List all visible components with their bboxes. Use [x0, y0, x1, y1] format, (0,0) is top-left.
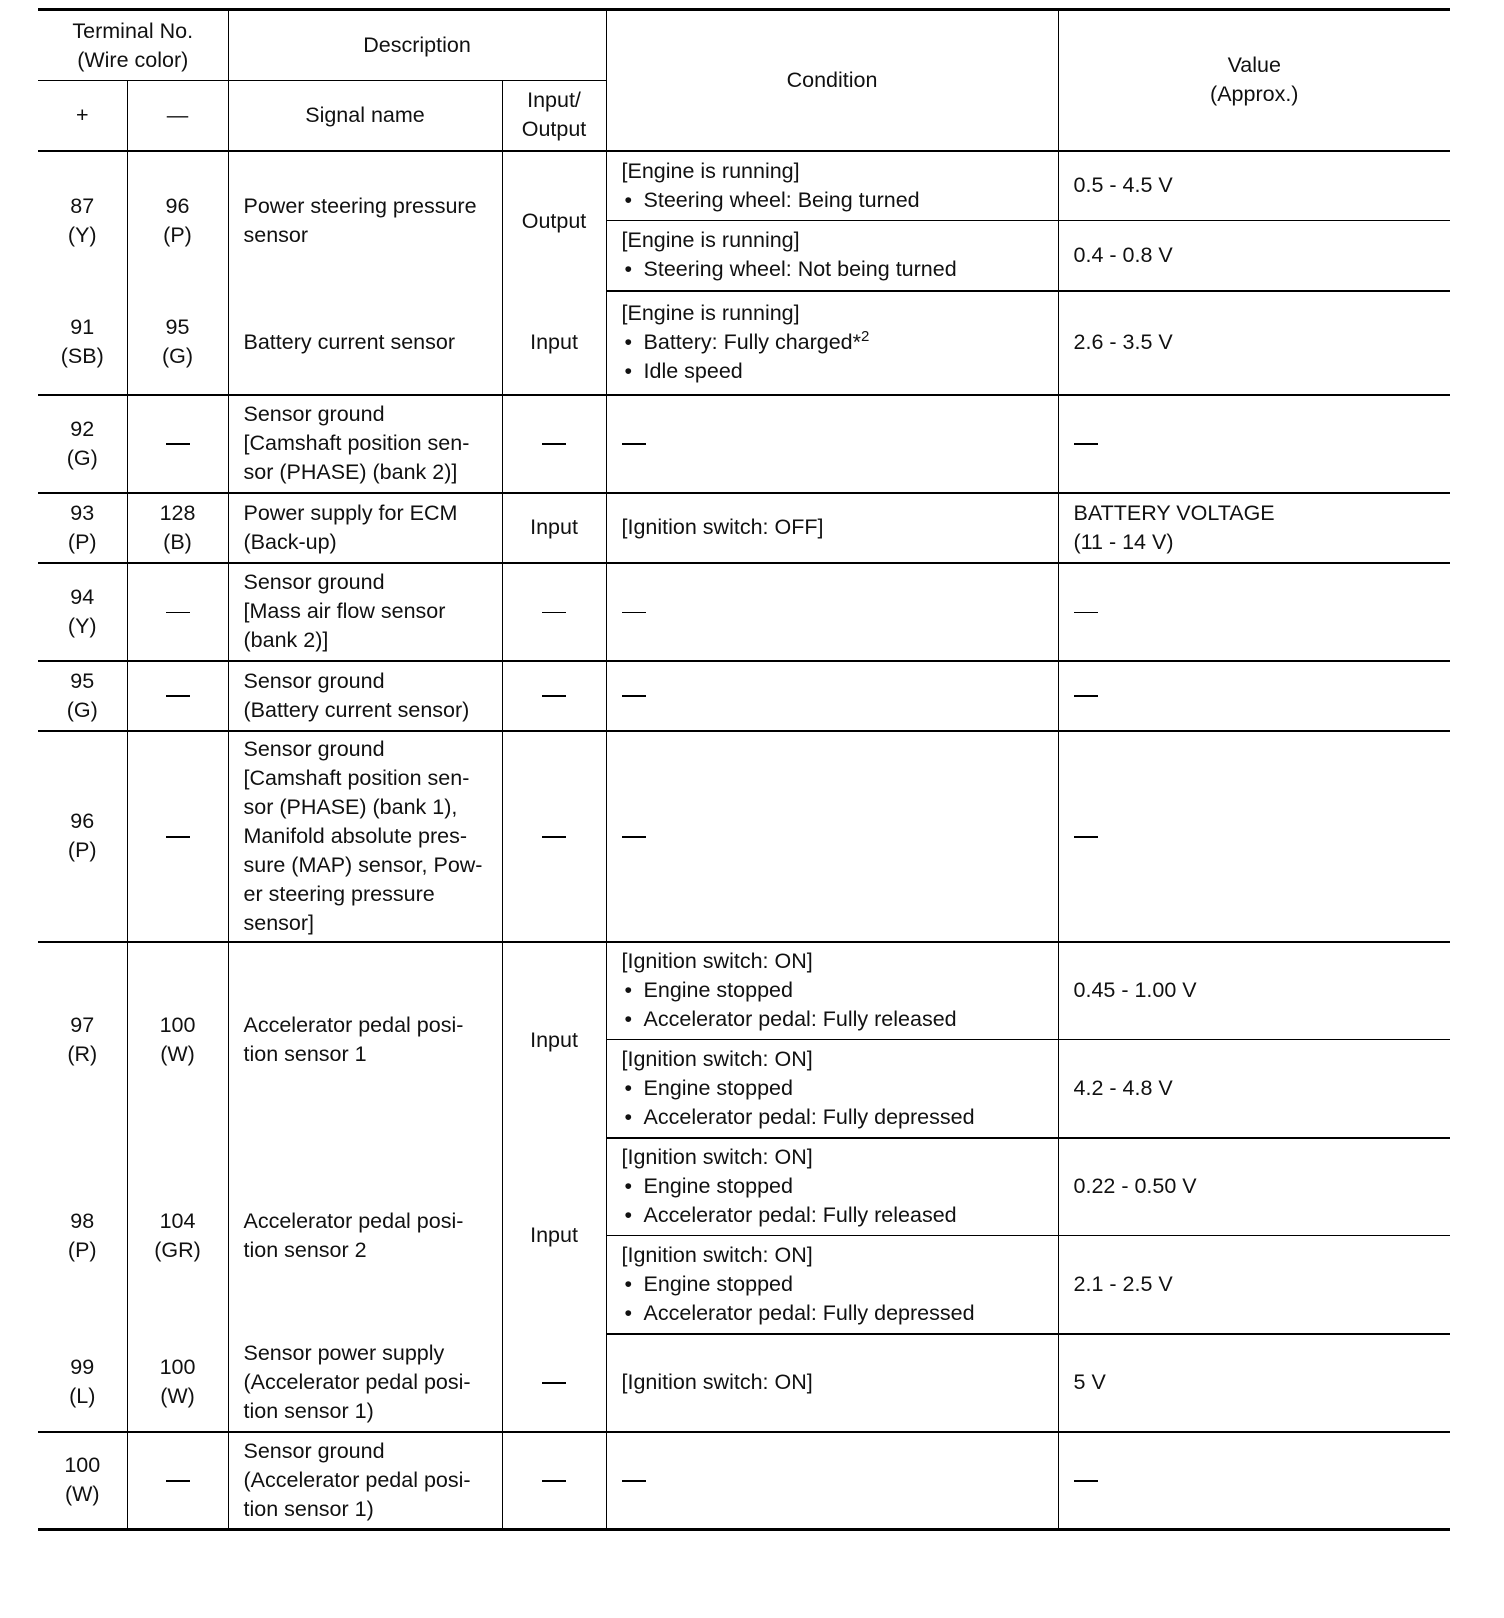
signal-name-cell — [228, 942, 502, 1138]
plus-terminal-number: 95 — [70, 668, 95, 693]
minus-terminal-cell — [127, 731, 228, 942]
signal-name-line: Power supply for ECM — [243, 500, 458, 525]
condition-cell — [606, 661, 1058, 731]
signal-name-cell — [228, 1138, 502, 1334]
condition-state: [Ignition switch: OFF] — [621, 515, 824, 539]
minus-terminal-cell — [127, 1138, 228, 1334]
condition-bullet-item: • Engine stopped — [622, 976, 1058, 1005]
minus-terminal-dash — [166, 695, 190, 697]
input-output-value: Input — [530, 1223, 578, 1247]
condition-state: [Engine is running] — [621, 228, 800, 253]
approx-label: (Approx.) — [1210, 82, 1299, 107]
value-cell — [1058, 1432, 1450, 1530]
plus-wire-color: (P) — [67, 529, 97, 554]
input-output-dash — [542, 612, 566, 614]
condition-state: [Engine is running] — [621, 158, 800, 183]
condition-cell — [606, 1138, 1058, 1236]
plus-terminal-number: 91 — [70, 315, 95, 339]
plus-wire-color: (SB) — [60, 344, 104, 368]
signal-name-cell — [228, 395, 502, 493]
condition-bullet-item: • Engine stopped — [622, 1172, 1058, 1201]
input-output-cell — [502, 1138, 606, 1334]
condition-dash — [622, 443, 646, 445]
value-cell — [1058, 731, 1450, 942]
minus-wire-color: (W) — [160, 1384, 195, 1408]
plus-terminal-header: + — [38, 81, 127, 151]
signal-name-line: [Camshaft position sen- — [243, 765, 470, 790]
condition-bullet-item: • Engine stopped — [622, 1074, 1058, 1103]
table-row — [38, 1138, 1450, 1236]
value-text: 0.4 - 0.8 V — [1073, 242, 1173, 267]
signal-name-line: Sensor ground — [243, 570, 385, 594]
value-cell — [1058, 221, 1450, 291]
minus-terminal-cell — [127, 1334, 228, 1432]
condition-bullet-item: • Accelerator pedal: Fully depressed — [622, 1103, 1058, 1132]
value-header — [1058, 10, 1450, 151]
plus-wire-color: (G) — [66, 445, 98, 470]
condition-dash — [622, 612, 646, 614]
minus-wire-color: (B) — [163, 529, 192, 554]
signal-name-line: sure (MAP) sensor, Pow- — [243, 852, 483, 877]
condition-cell — [606, 1432, 1058, 1530]
signal-name-line: Power steering pressure — [243, 194, 477, 218]
signal-name-cell — [228, 661, 502, 731]
minus-terminal-cell — [127, 493, 228, 563]
plus-terminal-cell — [38, 563, 127, 661]
value-text: 0.45 - 1.00 V — [1073, 978, 1197, 1003]
minus-terminal-dash — [166, 836, 190, 838]
minus-terminal-dash — [166, 612, 190, 614]
signal-name-line: tion sensor 1 — [243, 1042, 367, 1066]
value-text: BATTERY VOLTAGE — [1073, 500, 1275, 525]
signal-name-line: sor (PHASE) (bank 1), — [243, 794, 458, 819]
footnote-marker: 2 — [861, 327, 870, 345]
condition-cell — [606, 493, 1058, 563]
signal-name-line: (bank 2)] — [243, 628, 329, 652]
value-dash — [1074, 836, 1098, 838]
condition-state: [Ignition switch: ON] — [621, 1145, 813, 1170]
input-output-cell — [502, 151, 606, 291]
plus-terminal-cell — [38, 731, 127, 942]
input-output-cell — [502, 731, 606, 942]
terminal-no-label: Terminal No. — [72, 18, 194, 43]
value-dash — [1074, 443, 1098, 445]
value-cell — [1058, 1138, 1450, 1236]
signal-name-line: Sensor ground — [243, 668, 385, 693]
condition-cell — [606, 291, 1058, 395]
minus-terminal-cell — [127, 942, 228, 1138]
plus-terminal-cell — [38, 661, 127, 731]
signal-name-line: Accelerator pedal posi- — [243, 1208, 464, 1233]
minus-terminal-number: 100 — [159, 1013, 196, 1037]
signal-name-line: (Accelerator pedal posi- — [243, 1467, 471, 1492]
condition-bullet-item: • Steering wheel: Being turned — [622, 186, 1058, 215]
table-row — [38, 661, 1450, 731]
minus-terminal-dash — [166, 443, 190, 445]
condition-bullet-item: • Idle speed — [622, 357, 1058, 386]
value-cell — [1058, 1040, 1450, 1138]
signal-name-line: Accelerator pedal posi- — [243, 1013, 464, 1037]
value-text: 0.5 - 4.5 V — [1073, 173, 1173, 198]
condition-cell — [606, 151, 1058, 221]
input-output-cell — [502, 493, 606, 563]
signal-name-cell — [228, 1432, 502, 1530]
plus-terminal-number: 98 — [70, 1208, 95, 1233]
signal-name-line: sensor — [243, 223, 309, 247]
table-row — [38, 731, 1450, 942]
wire-color-label: (Wire color) — [77, 47, 189, 72]
minus-wire-color: (P) — [163, 223, 192, 247]
minus-terminal-dash — [166, 1480, 190, 1482]
condition-bullet-item: • Accelerator pedal: Fully depressed — [622, 1299, 1058, 1328]
plus-terminal-cell — [38, 1334, 127, 1432]
condition-bullet-item: • Battery: Fully charged*$^2$ — [622, 328, 1058, 357]
minus-terminal-cell — [127, 563, 228, 661]
signal-name-line: tion sensor 2 — [243, 1237, 367, 1262]
minus-terminal-number: 100 — [159, 1355, 196, 1379]
signal-name-line: Battery current sensor — [243, 329, 456, 354]
input-output-value: Input — [530, 515, 578, 539]
table-row — [38, 291, 1450, 395]
signal-name-cell — [228, 731, 502, 942]
signal-name-line: tion sensor 1) — [243, 1496, 374, 1521]
condition-bullet-item: • Steering wheel: Not being turned — [622, 255, 1058, 284]
input-output-cell — [502, 661, 606, 731]
signal-name-cell — [228, 493, 502, 563]
condition-cell — [606, 1334, 1058, 1432]
input-output-dash — [542, 443, 566, 445]
condition-cell — [606, 731, 1058, 942]
signal-name-cell — [228, 1334, 502, 1432]
minus-terminal-header: — — [127, 81, 228, 151]
plus-terminal-cell — [38, 1138, 127, 1334]
plus-wire-color: (Y) — [67, 223, 97, 247]
plus-terminal-number: 92 — [70, 416, 95, 441]
minus-terminal-number: 95 — [165, 315, 190, 339]
plus-terminal-cell — [38, 151, 127, 291]
signal-name-line: sor (PHASE) (bank 2)] — [243, 460, 458, 484]
input-output-dash — [542, 1480, 566, 1482]
plus-terminal-cell — [38, 942, 127, 1138]
condition-state: [Ignition switch: ON] — [621, 1370, 813, 1394]
plus-terminal-cell — [38, 395, 127, 493]
plus-wire-color: (Y) — [67, 613, 97, 638]
minus-terminal-number: 96 — [165, 194, 190, 218]
plus-terminal-number: 99 — [70, 1355, 95, 1379]
signal-name-cell — [228, 563, 502, 661]
condition-bullet-item: • Accelerator pedal: Fully released — [622, 1005, 1058, 1034]
condition-dash — [622, 1480, 646, 1482]
value-dash — [1074, 695, 1098, 697]
table-row — [38, 942, 1450, 1040]
minus-terminal-cell — [127, 395, 228, 493]
condition-state: [Ignition switch: ON] — [621, 1242, 813, 1267]
condition-cell — [606, 563, 1058, 661]
value-label: Value — [1227, 53, 1281, 78]
condition-dash — [622, 695, 646, 697]
input-output-cell — [502, 395, 606, 493]
minus-wire-color: (G) — [161, 344, 194, 368]
signal-name-line: [Camshaft position sen- — [243, 431, 470, 455]
input-output-label-1: Input/ — [527, 88, 581, 113]
value-cell — [1058, 151, 1450, 221]
value-cell — [1058, 563, 1450, 661]
condition-state: [Engine is running] — [621, 301, 800, 325]
condition-cell — [606, 1040, 1058, 1138]
plus-terminal-number: 93 — [70, 500, 95, 525]
condition-cell — [606, 221, 1058, 291]
description-header: Description — [228, 10, 606, 81]
minus-terminal-cell — [127, 151, 228, 291]
condition-dash — [622, 836, 646, 838]
condition-cell — [606, 942, 1058, 1040]
signal-name-line: sensor] — [243, 910, 315, 935]
ecm-terminal-table — [38, 8, 1450, 1531]
signal-name-line: Sensor ground — [243, 402, 385, 426]
input-output-value: Input — [530, 329, 578, 354]
input-output-dash — [542, 836, 566, 838]
value-cell — [1058, 395, 1450, 493]
terminal-no-header — [38, 10, 228, 81]
input-output-cell — [502, 563, 606, 661]
plus-wire-color: (P) — [67, 1237, 97, 1262]
value-cell — [1058, 661, 1450, 731]
value-text: 4.2 - 4.8 V — [1073, 1075, 1173, 1100]
plus-terminal-cell — [38, 291, 127, 395]
value-cell — [1058, 942, 1450, 1040]
signal-name-header: Signal name — [228, 81, 502, 151]
value-cell — [1058, 493, 1450, 563]
plus-wire-color: (P) — [67, 838, 97, 862]
minus-terminal-cell — [127, 291, 228, 395]
condition-state: [Ignition switch: ON] — [621, 949, 813, 974]
table-row — [38, 1334, 1450, 1432]
value-cell — [1058, 1236, 1450, 1334]
condition-bullet-item: • Accelerator pedal: Fully released — [622, 1201, 1058, 1230]
plus-terminal-cell — [38, 493, 127, 563]
input-output-dash — [542, 695, 566, 697]
input-output-cell — [502, 1432, 606, 1530]
table-row — [38, 395, 1450, 493]
table-body — [38, 151, 1450, 1530]
condition-cell — [606, 395, 1058, 493]
value-dash — [1074, 1480, 1098, 1482]
minus-terminal-number: 104 — [159, 1208, 196, 1233]
signal-name-line: [Mass air flow sensor — [243, 599, 446, 623]
value-dash — [1074, 612, 1098, 614]
minus-terminal-number: 128 — [159, 500, 196, 525]
input-output-label-2: Output — [521, 117, 587, 142]
value-cell — [1058, 1334, 1450, 1432]
signal-name-line: Manifold absolute pres- — [243, 823, 467, 848]
signal-name-line: tion sensor 1) — [243, 1398, 374, 1423]
signal-name-line: (Accelerator pedal posi- — [243, 1369, 471, 1394]
plus-wire-color: (L) — [69, 1384, 96, 1408]
ecm-terminal-table-page — [38, 8, 1450, 1531]
input-output-cell — [502, 942, 606, 1138]
table-row — [38, 493, 1450, 563]
signal-name-line: Sensor ground — [243, 736, 385, 761]
condition-cell — [606, 1236, 1058, 1334]
condition-bullet-item: • Engine stopped — [622, 1270, 1058, 1299]
plus-terminal-number: 94 — [70, 584, 95, 609]
table-row — [38, 563, 1450, 661]
plus-wire-color: (G) — [66, 697, 98, 722]
signal-name-line: Sensor power supply — [243, 1340, 445, 1365]
plus-terminal-number: 97 — [70, 1013, 95, 1037]
input-output-value: Output — [521, 208, 587, 233]
input-output-cell — [502, 291, 606, 395]
value-text: 2.1 - 2.5 V — [1073, 1271, 1173, 1296]
plus-wire-color: (R) — [67, 1042, 98, 1066]
value-cell — [1058, 291, 1450, 395]
signal-name-line: Sensor ground — [243, 1438, 385, 1463]
signal-name-cell — [228, 291, 502, 395]
plus-wire-color: (W) — [64, 1482, 100, 1507]
table-row — [38, 151, 1450, 221]
signal-name-line: (Back-up) — [243, 529, 337, 554]
minus-terminal-cell — [127, 1432, 228, 1530]
signal-name-line: (Battery current sensor) — [243, 697, 470, 722]
signal-name-cell — [228, 151, 502, 291]
input-output-cell — [502, 1334, 606, 1432]
minus-wire-color: (W) — [160, 1042, 195, 1066]
input-output-value: Input — [530, 1027, 578, 1052]
input-output-dash — [542, 1382, 566, 1384]
condition-header: Condition — [606, 10, 1058, 151]
value-text: 5 V — [1073, 1370, 1106, 1394]
plus-terminal-cell — [38, 1432, 127, 1530]
plus-terminal-number: 87 — [70, 194, 95, 218]
value-text: (11 - 14 V) — [1073, 529, 1174, 554]
value-text: 2.6 - 3.5 V — [1073, 330, 1173, 354]
signal-name-line: er steering pressure — [243, 881, 435, 906]
table-row — [38, 1432, 1450, 1530]
plus-terminal-number: 96 — [70, 809, 95, 833]
minus-terminal-cell — [127, 661, 228, 731]
input-output-header — [502, 81, 606, 151]
minus-wire-color: (GR) — [154, 1237, 201, 1262]
plus-terminal-number: 100 — [64, 1453, 101, 1478]
value-text: 0.22 - 0.50 V — [1073, 1174, 1197, 1199]
condition-state: [Ignition switch: ON] — [621, 1046, 813, 1071]
